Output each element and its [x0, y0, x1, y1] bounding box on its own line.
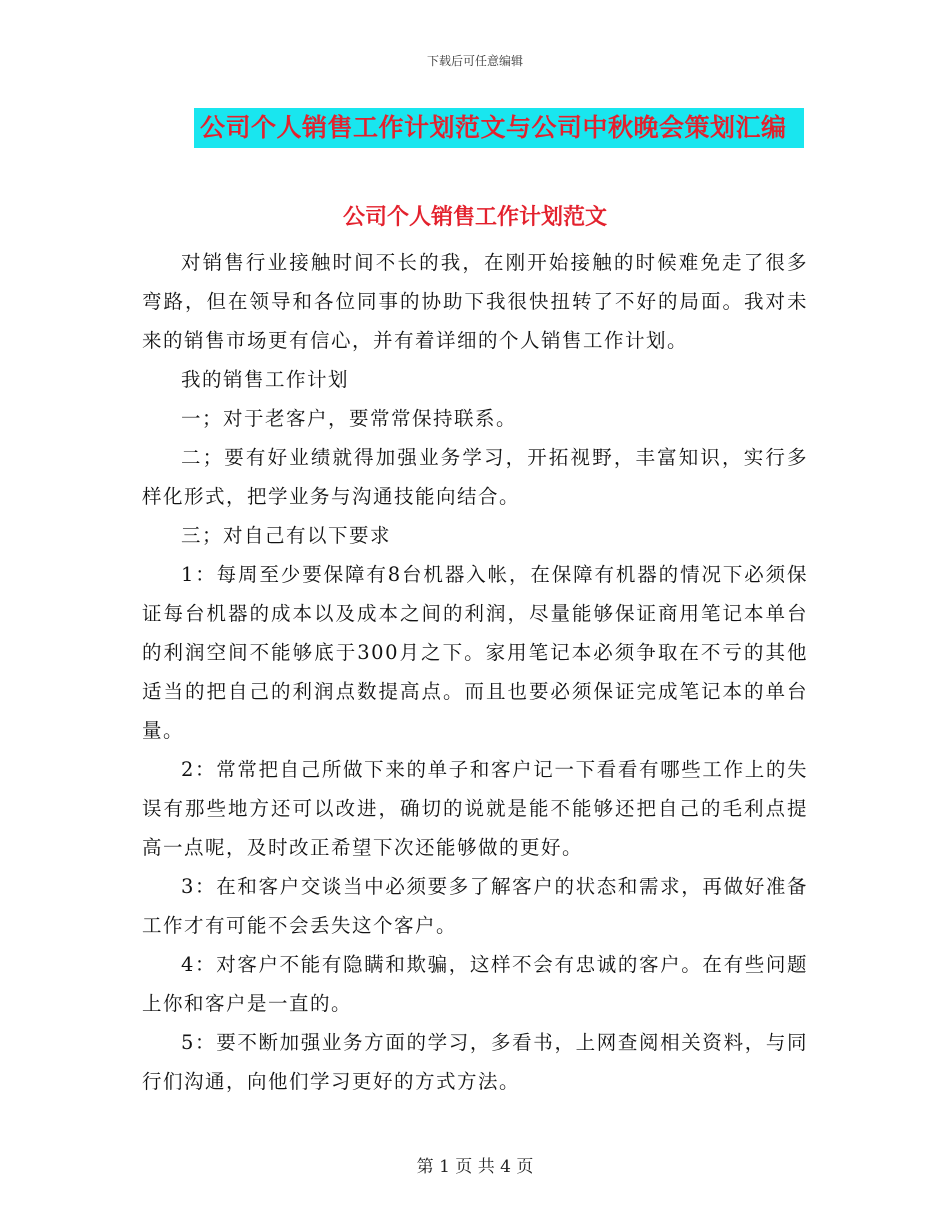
- main-title: 公司个人销售工作计划范文与公司中秋晚会策划汇编: [194, 108, 804, 148]
- paragraph-requirement-2: 2：常常把自己所做下来的单子和客户记一下看看有哪些工作上的失误有那些地方还可以改进，确切的说就是能不能够还把自己的毛利点提高一点呢，及时改正希望下次还能够做的更好。: [142, 758, 808, 859]
- paragraph-requirement-1: 1：每周至少要保障有8台机器入帐，在保障有机器的情况下必须保证每台机器的成本以及成本之间的利润，尽量能够保证商用笔记本单台的利润空间不能够底于300月之下。家用笔记本必须争取在不亏的其他适当的把自己的利润点数提高点。而且也要必须保证完成笔记本的单台量。: [142, 563, 808, 742]
- paragraph-plan-heading: 我的销售工作计划: [181, 368, 350, 391]
- main-title-container: [194, 108, 804, 148]
- paragraph-item-2: 二；要有好业绩就得加强业务学习，开拓视野，丰富知识，实行多样化形式，把学业务与沟通技能向结合。: [142, 446, 808, 508]
- section-title: 公司个人销售工作计划范文: [342, 204, 607, 230]
- paragraph-requirement-5: 5：要不断加强业务方面的学习，多看书，上网查阅相关资料，与同行们沟通，向他们学习更好的方式方法。: [142, 1031, 808, 1093]
- paragraph-item-3: 三；对自己有以下要求: [181, 524, 392, 547]
- paragraph-requirement-4: 4：对客户不能有隐瞒和欺骗，这样不会有忠诚的客户。在有些问题上你和客户是一直的。: [142, 953, 808, 1015]
- page-header-note: 下载后可任意编辑: [426, 54, 523, 68]
- paragraph-item-1: 一；对于老客户，要常常保持联系。: [181, 407, 518, 430]
- paragraph-requirement-3: 3：在和客户交谈当中必须要多了解客户的状态和需求，再做好准备工作才有可能不会丢失这个客户。: [142, 875, 808, 937]
- document-body: [142, 243, 808, 1101]
- page-number-footer: 第 1 页 共 4 页: [416, 1157, 534, 1177]
- paragraph-intro: 对销售行业接触时间不长的我，在刚开始接触的时候难免走了很多弯路，但在领导和各位同事的协助下我很快扭转了不好的局面。我对未来的销售市场更有信心，并有着详细的个人销售工作计划。: [142, 251, 808, 352]
